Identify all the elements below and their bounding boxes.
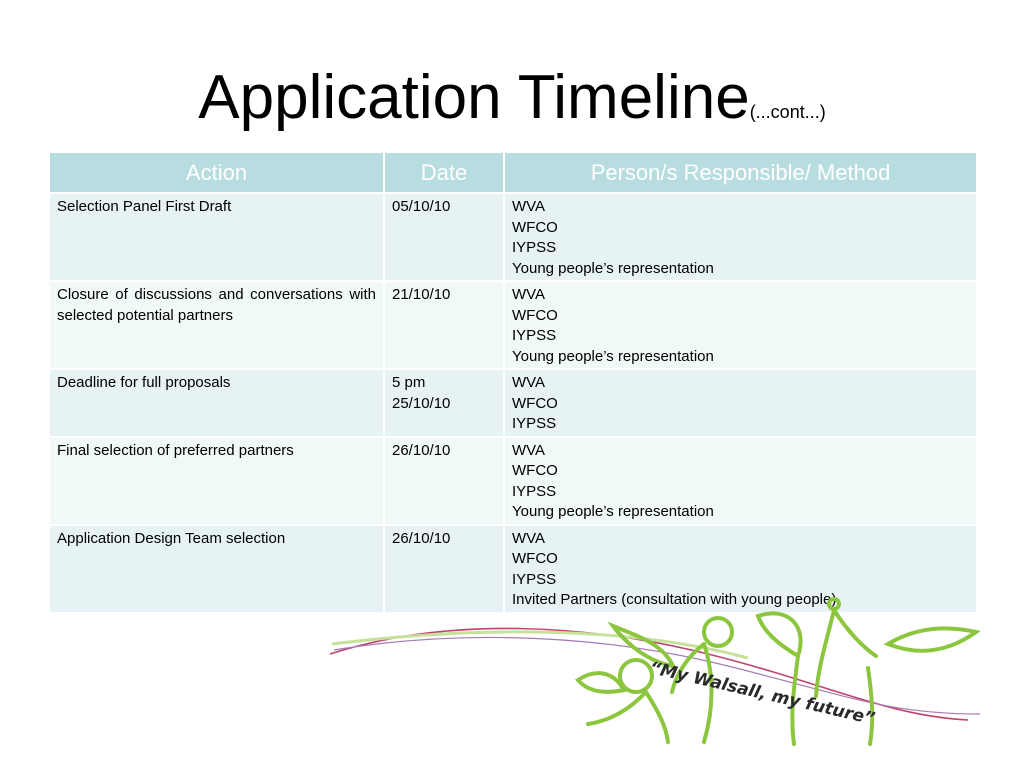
cell-responsible [504, 437, 977, 525]
responsible-line: WVA [512, 286, 546, 303]
cell-action: Final selection of preferred partners [49, 437, 384, 525]
logo-figure-head-2 [704, 618, 732, 646]
responsible-line: WVA [512, 441, 546, 459]
logo-figure-head-3 [829, 599, 839, 609]
responsible-line: IYPSS [512, 327, 557, 344]
header-action: Action [49, 152, 384, 193]
logo-leaf-6 [578, 673, 624, 692]
cell-action: Application Design Team selection [49, 525, 384, 613]
responsible-line: Young people’s representation [512, 347, 714, 365]
timeline-table [48, 151, 978, 614]
table-row [49, 369, 977, 437]
responsible-line: WFCO [512, 550, 558, 567]
cell-action: Closure of discussions and conversations with selected potential partners [49, 281, 384, 369]
date-line: 25/10/10 [392, 394, 451, 412]
table-header-row [49, 152, 977, 193]
header-date: Date [384, 152, 504, 193]
title-main: Application Timeline [198, 63, 750, 132]
date-line: 05/10/10 [392, 198, 451, 215]
responsible-line: IYPSS [512, 415, 557, 432]
cell-date [384, 437, 504, 525]
header-responsible: Person/s Responsible/ Method [504, 152, 977, 193]
responsible-line: Invited Partners (consultation with young people) [512, 591, 837, 608]
table-row [49, 281, 977, 369]
responsible-line: IYPSS [512, 570, 557, 588]
cell-responsible [504, 369, 977, 437]
responsible-line: WVA [512, 374, 546, 391]
logo-leaf-3 [758, 613, 801, 656]
cell-date [384, 369, 504, 437]
responsible-line: Young people’s representation [512, 259, 714, 277]
responsible-line: WFCO [512, 218, 558, 236]
cell-date [384, 281, 504, 369]
responsible-line: WFCO [512, 462, 558, 479]
date-line: 26/10/10 [392, 529, 451, 547]
responsible-line: IYPSS [512, 482, 557, 500]
table-row [49, 193, 977, 281]
cell-action: Selection Panel First Draft [49, 193, 384, 281]
cell-responsible [504, 281, 977, 369]
logo-leaf-4 [816, 610, 876, 696]
responsible-line: Young people’s representation [512, 503, 714, 520]
logo-swoosh-green [332, 632, 748, 658]
cell-date [384, 193, 504, 281]
title-suffix: (...cont...) [749, 102, 826, 122]
date-line: 5 pm [392, 374, 426, 391]
cell-responsible [504, 193, 977, 281]
logo-figure-body-3 [868, 668, 872, 744]
cell-action: Deadline for full proposals [49, 369, 384, 437]
date-line: 26/10/10 [392, 441, 451, 459]
date-line: 21/10/10 [392, 286, 451, 303]
logo-slogan: “My Walsall, my future” [647, 658, 877, 730]
table-row [49, 437, 977, 525]
responsible-line: WFCO [512, 306, 558, 324]
slide-title [0, 62, 1024, 148]
responsible-line: WVA [512, 529, 546, 547]
responsible-line: IYPSS [512, 239, 557, 256]
responsible-line: WFCO [512, 394, 558, 412]
logo-leaf-5 [888, 628, 976, 650]
logo-leaf-2 [672, 644, 712, 742]
logo-figure-body-1 [588, 692, 668, 742]
responsible-line: WVA [512, 198, 546, 215]
